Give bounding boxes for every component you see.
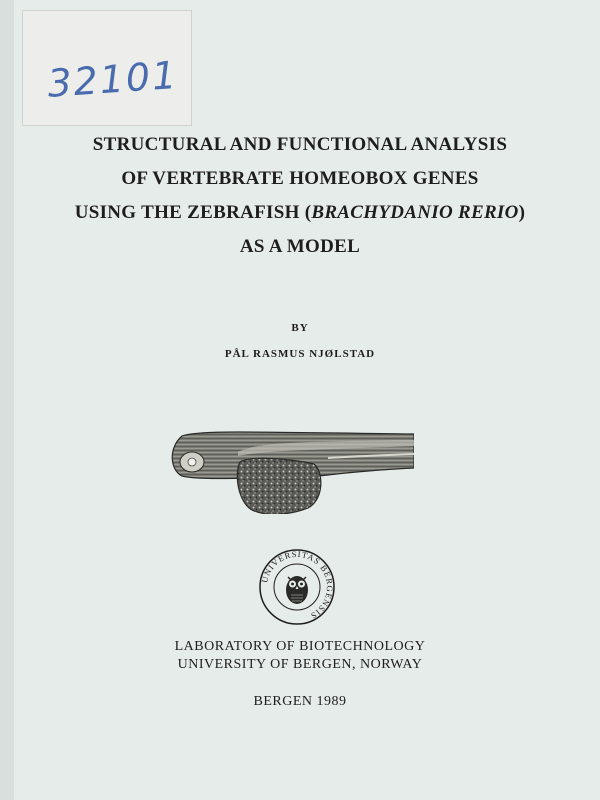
handwritten-accession-number: 32101	[46, 52, 180, 106]
institution-lab: LABORATORY OF BIOTECHNOLOGY	[174, 639, 426, 654]
place-and-year: BERGEN 1989	[253, 694, 347, 709]
by-label: BY	[291, 322, 309, 334]
title-line-3	[0, 196, 600, 230]
title-line-3-suffix: )	[518, 202, 526, 223]
title-line-1: STRUCTURAL AND FUNCTIONAL ANALYSIS	[92, 134, 508, 155]
institution	[0, 638, 600, 674]
university-seal	[258, 548, 336, 626]
title-line-3-species: BRACHYDANIO RERIO	[311, 202, 519, 223]
page-edge-shadow	[0, 0, 14, 800]
seal-inscription: UNIVERSITAS BERGENSIS	[259, 548, 336, 622]
thesis-title	[0, 128, 600, 264]
title-line-4: AS A MODEL	[239, 236, 361, 257]
title-line-2: OF VERTEBRATE HOMEOBOX GENES	[121, 168, 479, 189]
zebrafish-embryo-illustration	[168, 428, 414, 514]
institution-university: UNIVERSITY OF BERGEN, NORWAY	[177, 657, 423, 672]
owl-emblem	[286, 576, 308, 604]
author-name: PÅL RASMUS NJØLSTAD	[224, 348, 376, 360]
title-line-3-prefix: USING THE ZEBRAFISH (	[74, 202, 312, 223]
